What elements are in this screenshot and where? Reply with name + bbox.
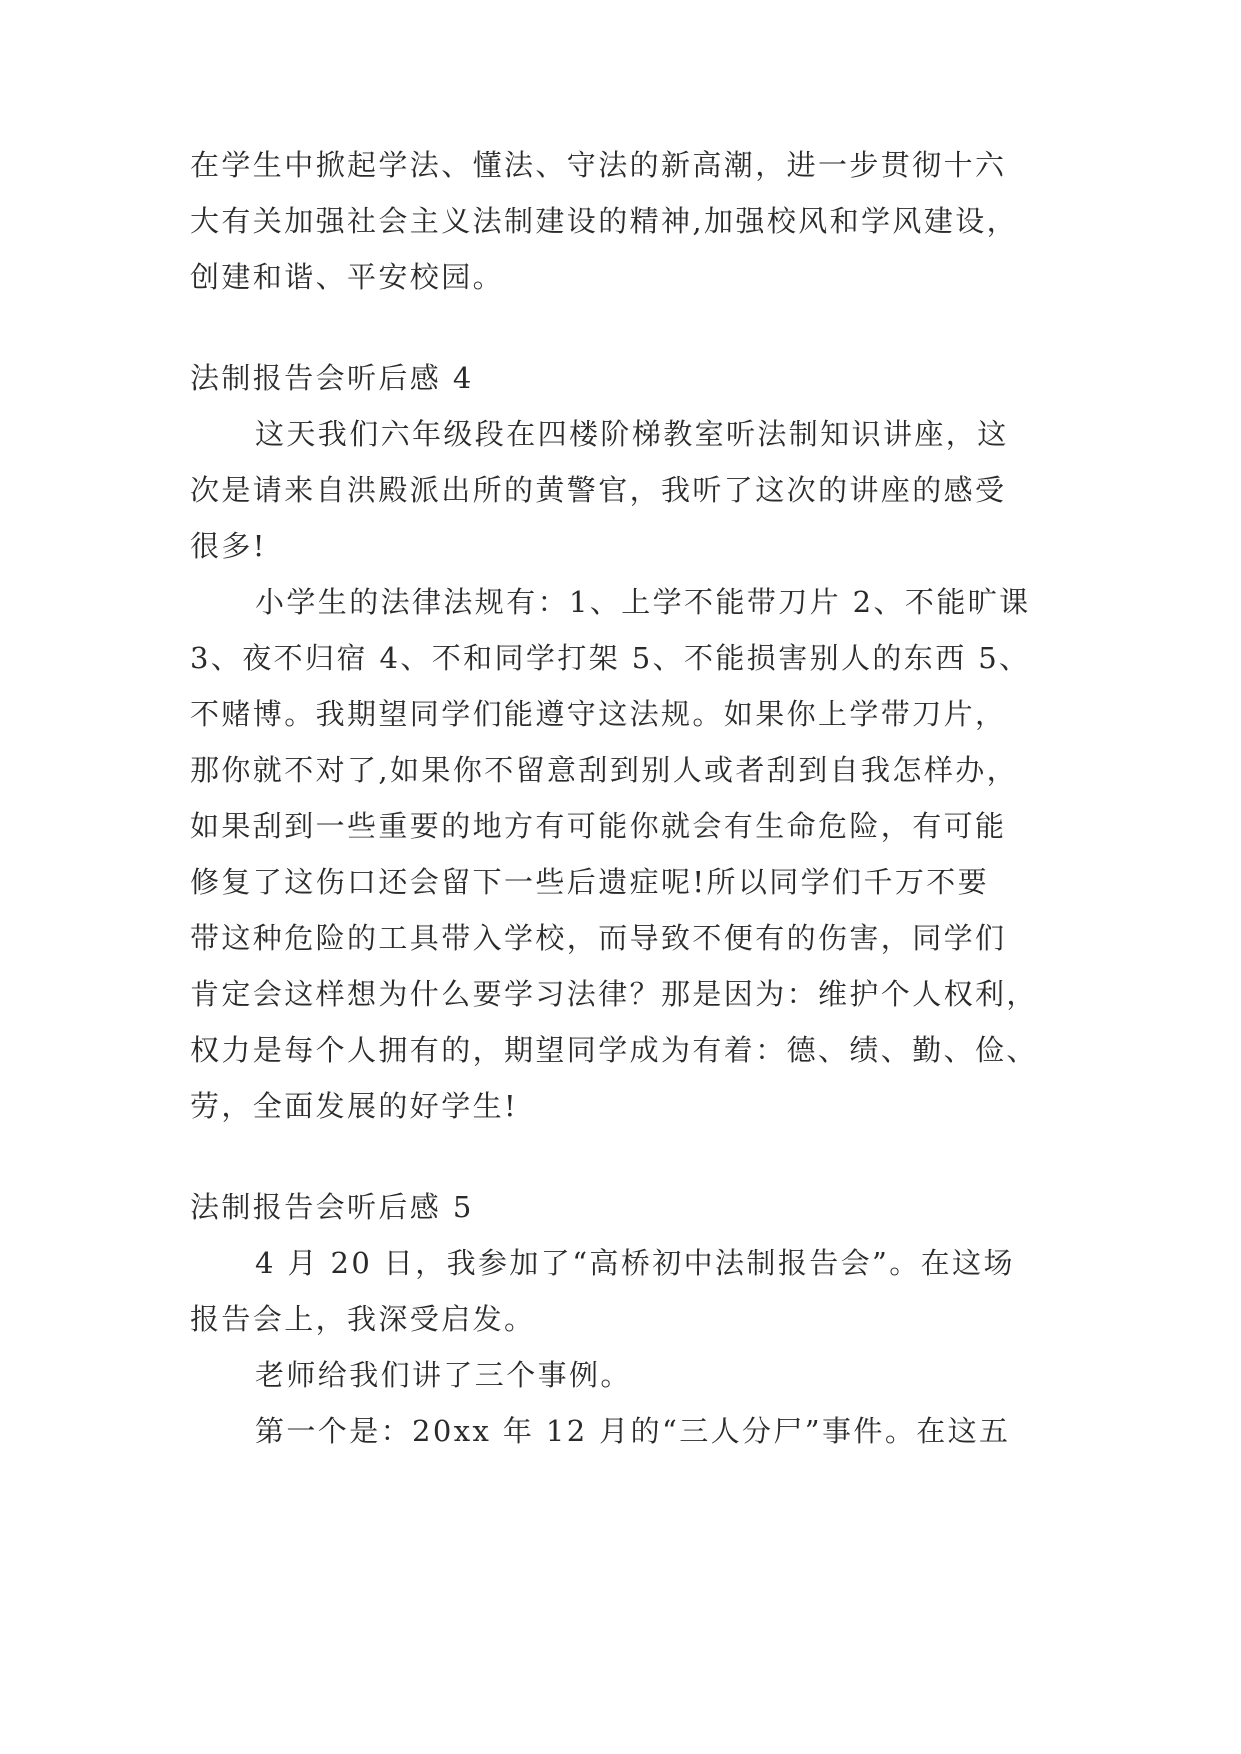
section-5-p1-line-2: 报告会上，我深受启发。 (190, 1302, 536, 1336)
section-4-p2-line-8: 肯定会这样想为什么要学习法律？那是因为：维护个人权利， (190, 977, 1038, 1011)
section-4-p1-line-2: 次是请来自洪殿派出所的黄警官，我听了这次的讲座的感受 (190, 473, 1007, 507)
section-4-p2-line-2: 3、夜不归宿 4、不和同学打架 5、不能损害别人的东西 5、 (190, 641, 1031, 675)
section-4-p1-line-1: 这天我们六年级段在四楼阶梯教室听法制知识讲座，这 (255, 417, 1009, 451)
intro-line-1: 在学生中掀起学法、懂法、守法的新高潮，进一步贯彻十六 (190, 148, 1007, 182)
section-4-p1-line-3: 很多! (190, 529, 267, 563)
intro-line-2: 大有关加强社会主义法制建设的精神,加强校风和学风建设， (190, 204, 1019, 238)
section-4-p2-line-6: 修复了这伤口还会留下一些后遗症呢!所以同学们千万不要 (190, 865, 990, 899)
section-4-p2-line-3: 不赌博。我期望同学们能遵守这法规。如果你上学带刀片， (190, 697, 1007, 731)
section-5-title: 法制报告会听后感 5 (190, 1190, 474, 1224)
section-4-p2-line-5: 如果刮到一些重要的地方有可能你就会有生命危险，有可能 (190, 809, 1007, 843)
section-4-p2-line-1: 小学生的法律法规有：1、上学不能带刀片 2、不能旷课 (255, 585, 1031, 619)
section-4-title: 法制报告会听后感 4 (190, 361, 474, 395)
section-4-p2-line-10: 劳，全面发展的好学生! (190, 1089, 519, 1123)
section-5-p2: 老师给我们讲了三个事例。 (255, 1358, 632, 1392)
intro-line-3: 创建和谐、平安校园。 (190, 260, 505, 294)
section-4-p2-line-7: 带这种危险的工具带入学校，而导致不便有的伤害，同学们 (190, 921, 1007, 955)
section-5-p1-line-1: 4 月 20 日，我参加了“高桥初中法制报告会”。在这场 (255, 1246, 1015, 1280)
section-4-p2-line-4: 那你就不对了,如果你不留意刮到别人或者刮到自我怎样办， (190, 753, 1019, 787)
section-4-p2-line-9: 权力是每个人拥有的，期望同学成为有着：德、绩、勤、俭、 (190, 1033, 1038, 1067)
section-5-p3: 第一个是：20xx 年 12 月的“三人分尸”事件。在这五 (255, 1414, 1011, 1448)
